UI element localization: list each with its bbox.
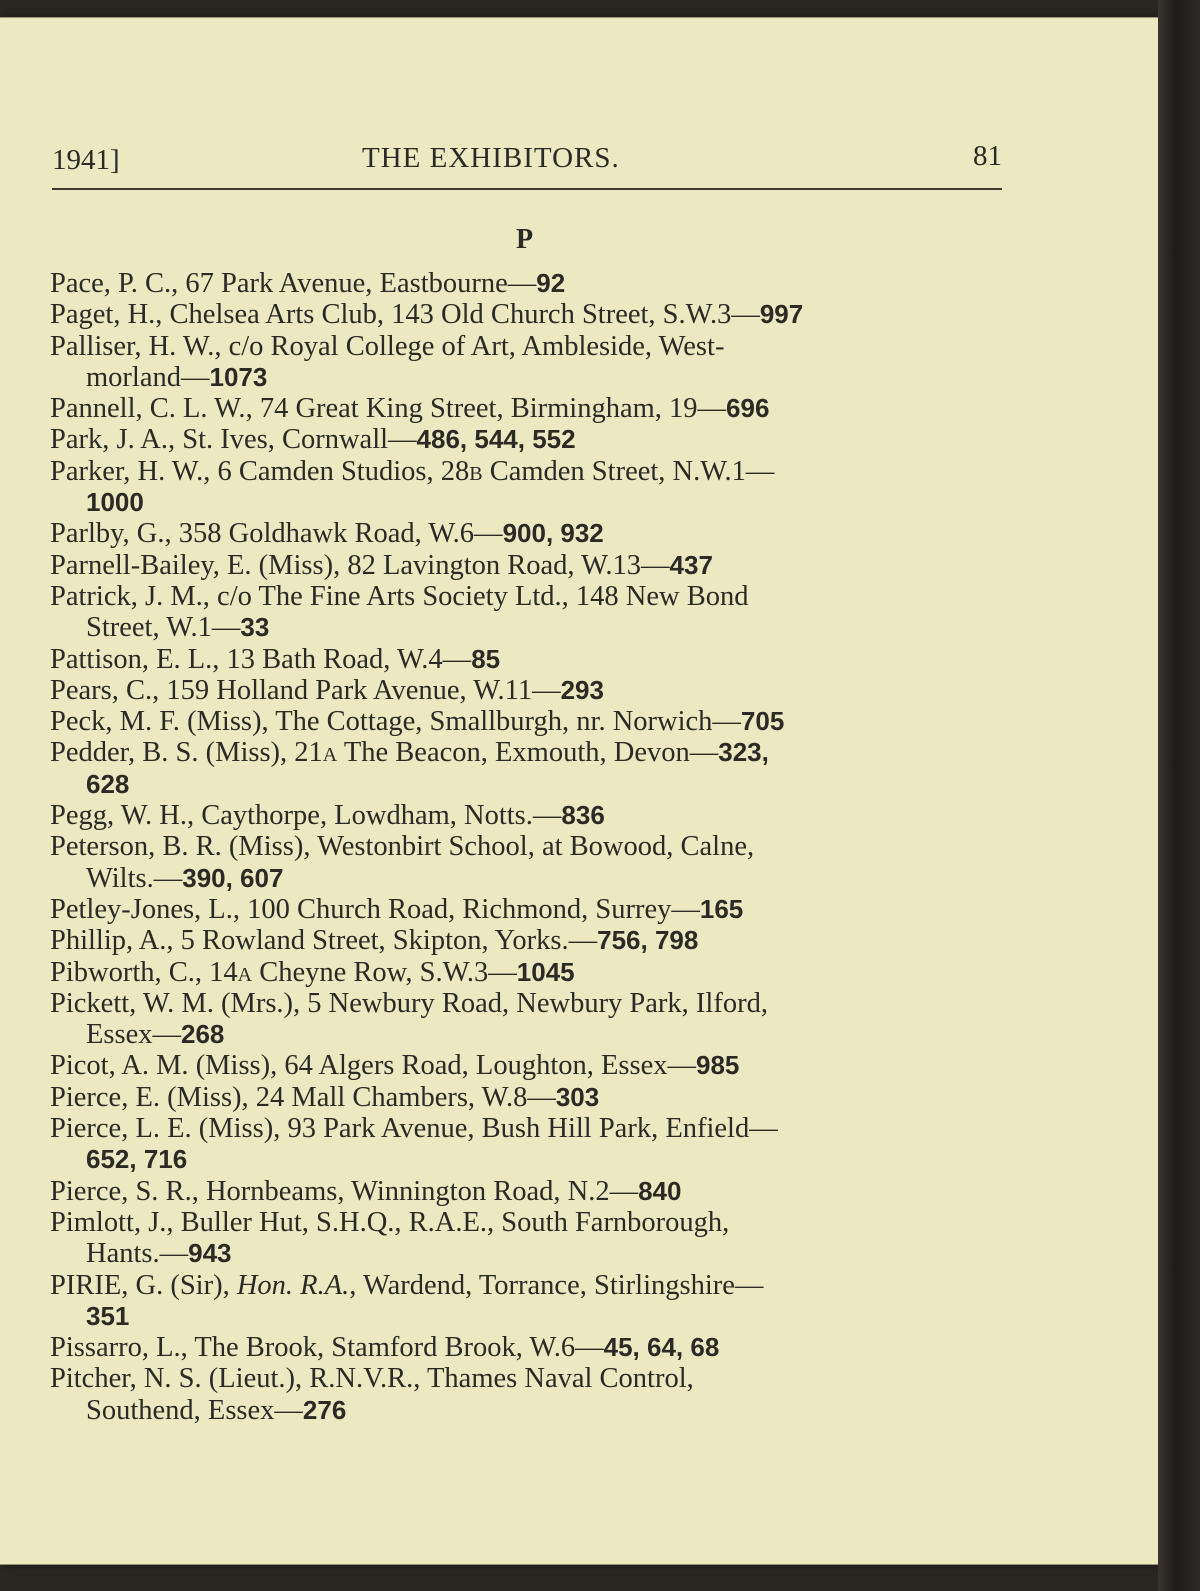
list-item: Pickett, W. M. (Mrs.), 5 Newbury Road, Newbury Park, Ilford, bbox=[50, 987, 768, 1019]
list-item: Parker, H. W., 6 Camden Studios, 28B Camden Street, N.W.1— bbox=[50, 455, 775, 487]
list-item: Pannell, C. L. W., 74 Great King Street, Birmingham, 19—696 bbox=[50, 393, 770, 425]
list-item: Pace, P. C., 67 Park Avenue, Eastbourne—92 bbox=[50, 268, 566, 299]
header-year: 1941] bbox=[52, 144, 120, 176]
running-header bbox=[52, 122, 1002, 176]
list-item-continuation: Essex—268 bbox=[86, 1019, 225, 1051]
list-item-continuation: 652, 716 bbox=[86, 1144, 188, 1175]
list-item: Peterson, B. R. (Miss), Westonbirt School, at Bowood, Calne, bbox=[50, 831, 755, 863]
list-item: Pattison, E. L., 13 Bath Road, W.4—85 bbox=[50, 643, 501, 675]
list-item: Parlby, G., 358 Goldhawk Road, W.6—900, 932 bbox=[50, 518, 604, 550]
list-item: Peck, M. F. (Miss), The Cottage, Smallburgh, nr. Norwich—705 bbox=[50, 706, 785, 738]
list-item: Pitcher, N. S. (Lieut.), R.N.V.R., Thames Naval Control, bbox=[50, 1363, 694, 1395]
book-page bbox=[0, 18, 1158, 1564]
list-item: Pimlott, J., Buller Hut, S.H.Q., R.A.E., South Farnborough, bbox=[50, 1206, 730, 1238]
list-item: Picot, A. M. (Miss), 64 Algers Road, Loughton, Essex—985 bbox=[50, 1050, 740, 1082]
list-item: Palliser, H. W., c/o Royal College of Art, Ambleside, West- bbox=[50, 330, 725, 362]
list-item-continuation: 351 bbox=[86, 1300, 130, 1331]
book-spine bbox=[1158, 0, 1200, 1591]
list-item: Pegg, W. H., Caythorpe, Lowdham, Notts.—836 bbox=[50, 800, 605, 832]
list-item-continuation: Southend, Essex—276 bbox=[86, 1394, 347, 1426]
list-item-continuation: 628 bbox=[86, 768, 130, 799]
list-item: Parnell-Bailey, E. (Miss), 82 Lavington Road, W.13—437 bbox=[50, 549, 713, 581]
section-letter: P bbox=[516, 224, 534, 255]
list-item: Petley-Jones, L., 100 Church Road, Richmond, Surrey—165 bbox=[50, 893, 744, 925]
list-item: Park, J. A., St. Ives, Cornwall—486, 544, 552 bbox=[50, 424, 576, 456]
list-item: Pierce, E. (Miss), 24 Mall Chambers, W.8—303 bbox=[50, 1081, 600, 1113]
list-item: Pissarro, L., The Brook, Stamford Brook, W.6—45, 64, 68 bbox=[50, 1332, 720, 1364]
list-item: Pierce, S. R., Hornbeams, Winnington Road, N.2—840 bbox=[50, 1175, 682, 1207]
list-item: Paget, H., Chelsea Arts Club, 143 Old Church Street, S.W.3—997 bbox=[50, 299, 804, 331]
list-item: Pedder, B. S. (Miss), 21A The Beacon, Exmouth, Devon—323, bbox=[50, 737, 769, 769]
exhibitor-list bbox=[50, 268, 1010, 1426]
list-item: PIRIE, G. (Sir), Hon. R.A., Wardend, Torrance, Stirlingshire— bbox=[50, 1269, 764, 1301]
list-item-continuation: 1000 bbox=[86, 487, 144, 518]
list-item: Pears, C., 159 Holland Park Avenue, W.11—293 bbox=[50, 674, 604, 706]
list-item: Patrick, J. M., c/o The Fine Arts Society Ltd., 148 New Bond bbox=[50, 580, 749, 612]
list-item-continuation: morland—1073 bbox=[86, 361, 268, 393]
list-item-continuation: Street, W.1—33 bbox=[86, 612, 270, 644]
list-item: Pierce, L. E. (Miss), 93 Park Avenue, Bush Hill Park, Enfield— bbox=[50, 1113, 778, 1145]
list-item: Pibworth, C., 14A Cheyne Row, S.W.3—1045 bbox=[50, 956, 575, 988]
header-title: THE EXHIBITORS. bbox=[362, 142, 620, 174]
list-item: Phillip, A., 5 Rowland Street, Skipton, Yorks.—756, 798 bbox=[50, 925, 699, 957]
list-item-continuation: Wilts.—390, 607 bbox=[86, 862, 284, 894]
page-number: 81 bbox=[973, 140, 1002, 172]
list-item-continuation: Hants.—943 bbox=[86, 1238, 232, 1270]
header-rule bbox=[52, 188, 1002, 190]
